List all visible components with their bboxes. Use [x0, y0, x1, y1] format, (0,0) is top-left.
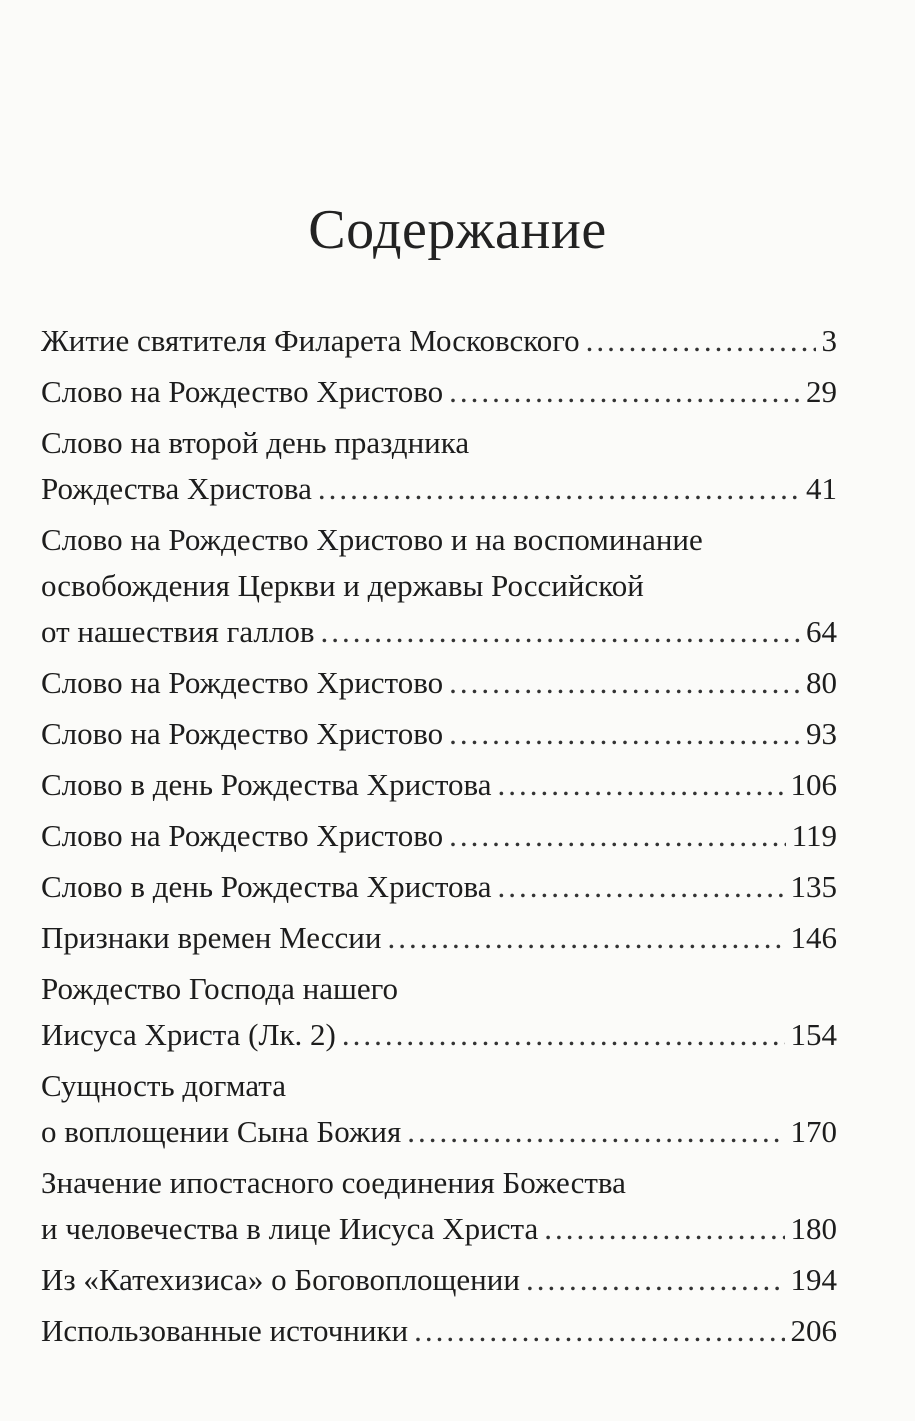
toc-entry — [41, 711, 837, 757]
toc-leader-dots — [321, 609, 800, 655]
toc-entry — [41, 762, 837, 808]
toc-page-number: 41 — [806, 471, 837, 506]
toc-leader-dots — [449, 711, 800, 757]
toc-entry-text: Рождество Господа нашего — [41, 971, 399, 1006]
toc-page-number: 3 — [821, 323, 837, 358]
toc-page-number: 206 — [790, 1313, 837, 1348]
toc-leader-dots — [318, 466, 800, 512]
toc-entry — [41, 966, 837, 1058]
toc-entry-text: Слово в день Рождества Христова — [41, 869, 492, 904]
toc-entry-text: Использованные источники — [41, 1313, 409, 1348]
toc-entry-text: Слово на Рождество Христово — [41, 818, 444, 853]
toc-page-number: 119 — [791, 818, 837, 853]
toc-entry-text: Признаки времен Мессии — [41, 920, 382, 955]
toc-entry — [41, 318, 837, 364]
toc-leader-dots — [414, 1308, 784, 1354]
toc-page-number: 170 — [790, 1114, 837, 1149]
toc-entry — [41, 369, 837, 415]
toc-leader-dots — [526, 1257, 785, 1303]
toc-entry — [41, 915, 837, 961]
toc-entry — [41, 1308, 837, 1354]
toc-entry-text: Слово на Рождество Христово — [41, 665, 444, 700]
page-title: Содержание — [308, 199, 607, 261]
table-of-contents — [41, 318, 837, 1354]
toc-entry-text: Слово на Рождество Христово — [41, 374, 444, 409]
toc-leader-dots — [544, 1206, 784, 1252]
toc-leader-dots — [342, 1012, 785, 1058]
toc-leader-dots — [498, 864, 785, 910]
toc-entry-text: Слово на Рождество Христово — [41, 716, 444, 751]
toc-entry-text: Слово на второй день праздника — [41, 425, 470, 460]
toc-entry — [41, 517, 837, 655]
toc-leader-dots — [387, 915, 784, 961]
toc-entry-text: Из «Катехизиса» о Боговоплощении — [41, 1262, 520, 1297]
toc-entry — [41, 420, 837, 512]
toc-page-number: 80 — [806, 665, 837, 700]
toc-entry-text: Иисуса Христа (Лк. 2) — [41, 1017, 336, 1052]
toc-leader-dots — [449, 660, 800, 706]
toc-entry — [41, 1257, 837, 1303]
toc-page-number: 146 — [790, 920, 837, 955]
toc-page-number: 135 — [790, 869, 837, 904]
toc-page-number: 154 — [790, 1017, 837, 1052]
toc-page-number: 194 — [790, 1262, 837, 1297]
toc-entry-text: Рождества Христова — [41, 471, 312, 506]
toc-entry — [41, 1063, 837, 1155]
toc-entry-text: и человечества в лице Иисуса Христа — [41, 1211, 539, 1246]
toc-entry — [41, 660, 837, 706]
toc-leader-dots — [449, 813, 786, 859]
toc-entry — [41, 813, 837, 859]
toc-page-number: 180 — [790, 1211, 837, 1246]
toc-entry-text: освобождения Церкви и державы Российской — [41, 568, 644, 603]
toc-entry-text: Слово на Рождество Христово и на воспоминание — [41, 522, 703, 557]
toc-leader-dots — [449, 369, 800, 415]
toc-entry-text: Сущность догмата — [41, 1068, 286, 1103]
toc-entry-text: от нашествия галлов — [41, 614, 315, 649]
toc-entry-text: Житие святителя Филарета Московского — [41, 323, 580, 358]
toc-entry-text: о воплощении Сына Божия — [41, 1114, 402, 1149]
toc-leader-dots — [498, 762, 785, 808]
toc-entry — [41, 1160, 837, 1252]
toc-entry-text: Слово в день Рождества Христова — [41, 767, 492, 802]
toc-page-number: 93 — [806, 716, 837, 751]
toc-leader-dots — [586, 318, 816, 364]
toc-page-number: 64 — [806, 614, 837, 649]
toc-page-number: 106 — [790, 767, 837, 802]
toc-leader-dots — [407, 1109, 784, 1155]
toc-entry — [41, 864, 837, 910]
toc-entry-text: Значение ипостасного соединения Божества — [41, 1165, 626, 1200]
toc-page-number: 29 — [806, 374, 837, 409]
